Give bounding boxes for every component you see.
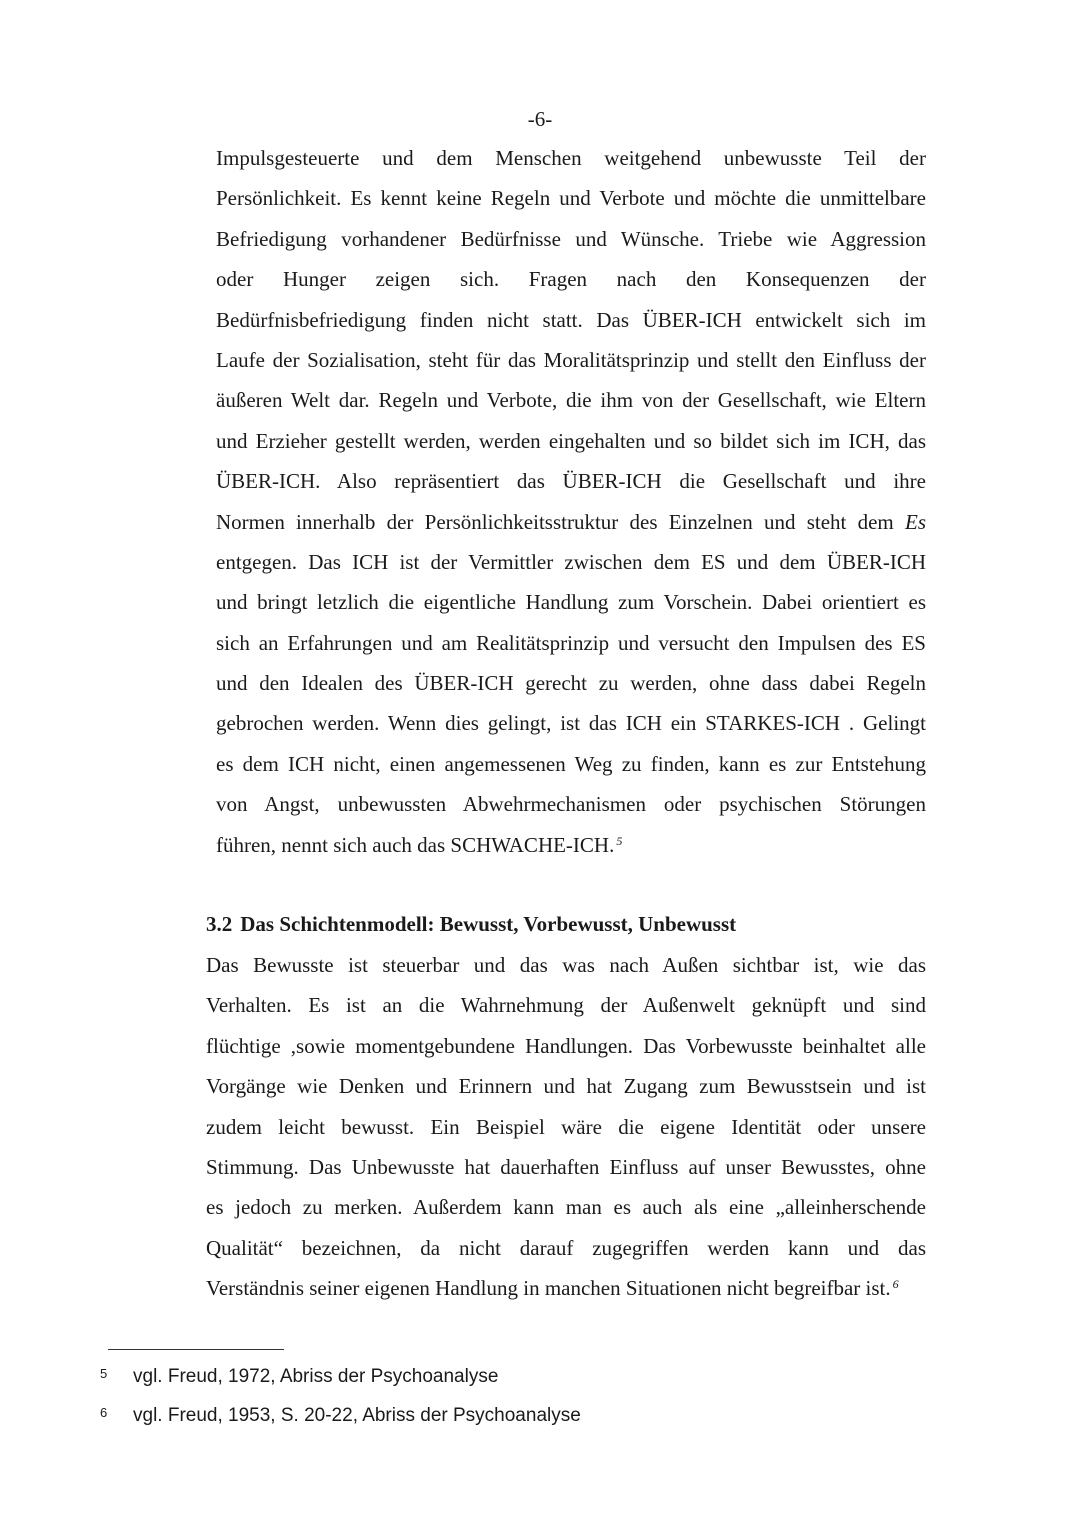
text-line: von Angst, unbewussten Abwehrmechanismen oder psychischen Störungen (216, 792, 926, 817)
text-line: Verhalten. Es ist an die Wahrnehmung der Außenwelt geknüpft und sind (206, 993, 926, 1018)
body-paragraph-1 (216, 145, 926, 872)
section-number: 3.2 (206, 912, 233, 936)
footnote-separator (108, 1349, 284, 1350)
text-line: und bringt letzlich die eigentliche Handlung zum Vorschein. Dabei orientiert es (216, 590, 926, 615)
footnote-text: vgl. Freud, 1972, Abriss der Psychoanalyse (133, 1366, 499, 1387)
text-line: äußeren Welt dar. Regeln und Verbote, die ihm von der Gesellschaft, wie Eltern (216, 388, 926, 413)
text-line: und Erzieher gestellt werden, werden eingehalten und so bildet sich im ICH, das (216, 428, 926, 453)
footnote-mark: 5 (100, 1366, 108, 1381)
text-line: führen, nennt sich auch das SCHWACHE-ICH. $^5$ (216, 832, 623, 857)
text-line: zudem leicht bewusst. Ein Beispiel wäre die eigene Identität oder unsere (206, 1114, 926, 1139)
footnote (100, 1401, 581, 1428)
text-line: gebrochen werden. Wenn dies gelingt, ist das ICH ein STARKES-ICH . Gelingt (216, 711, 926, 736)
text-line: Laufe der Sozialisation, steht für das Moralitätsprinzip und stellt den Einfluss der (216, 347, 926, 372)
page-number: -6- (527, 107, 553, 131)
text-line: und den Idealen des ÜBER-ICH gerecht zu werden, ohne dass dabei Regeln (216, 671, 926, 696)
italic-es: Es (905, 509, 926, 534)
text-line: es dem ICH nicht, einen angemessenen Weg zu finden, kann es zur Entstehung (216, 751, 926, 776)
body-paragraph-2 (206, 952, 926, 1316)
text-line: Persönlichkeit. Es kennt keine Regeln und Verbote und möchte die unmittelbare (216, 186, 926, 211)
text-line: ÜBER-ICH. Also repräsentiert das ÜBER-ICH die Gesellschaft und ihre (216, 469, 926, 494)
text-line: entgegen. Das ICH ist der Vermittler zwischen dem ES und dem ÜBER-ICH (216, 549, 926, 574)
text-line: oder Hunger zeigen sich. Fragen nach den Konsequenzen der (216, 267, 926, 292)
text-line: Das Bewusste ist steuerbar und das was nach Außen sichtbar ist, wie das (206, 953, 926, 977)
text-line: sich an Erfahrungen und am Realitätsprinzip und versucht den Impulsen des ES (216, 630, 926, 655)
text-line: Qualität“ bezeichnen, da nicht darauf zugegriffen werden kann und das (206, 1235, 926, 1260)
text-line: flüchtige ,sowie momentgebundene Handlungen. Das Vorbewusste beinhaltet alle (206, 1033, 926, 1058)
footnote-text: vgl. Freud, 1953, S. 20-22, Abriss der Psychoanalyse (133, 1405, 581, 1426)
footnote-mark: 6 (100, 1405, 108, 1420)
text-line: Befriedigung vorhandener Bedürfnisse und Wünsche. Triebe wie Aggression (216, 226, 926, 251)
text-line: Verständnis seiner eigenen Handlung in manchen Situationen nicht begreifbar ist. $^6$ (206, 1276, 899, 1301)
footnote (100, 1362, 498, 1389)
text-line: Normen innerhalb der Persönlichkeitsstruktur des Einzelnen und steht dem Es (216, 509, 926, 534)
text-line: Impulsgesteuerte und dem Menschen weitgehend unbewusste Teil der (216, 146, 926, 170)
text-line: Stimmung. Das Unbewusste hat dauerhaften Einfluss auf unser Bewusstes, ohne (206, 1154, 926, 1179)
footnote-reference: 6 (892, 1277, 899, 1292)
footnote-reference: 5 (616, 833, 623, 848)
text-line: Bedürfnisbefriedigung finden nicht statt. Das ÜBER-ICH entwickelt sich im (216, 307, 926, 332)
text-line: Vorgänge wie Denken und Erinnern und hat Zugang zum Bewusstsein und ist (206, 1074, 926, 1099)
section-heading (206, 911, 736, 937)
section-title: Das Schichtenmodell: Bewusst, Vorbewusst, Unbewusst (240, 912, 737, 936)
text-line: es jedoch zu merken. Außerdem kann man es auch als eine „alleinherschende (206, 1195, 926, 1220)
